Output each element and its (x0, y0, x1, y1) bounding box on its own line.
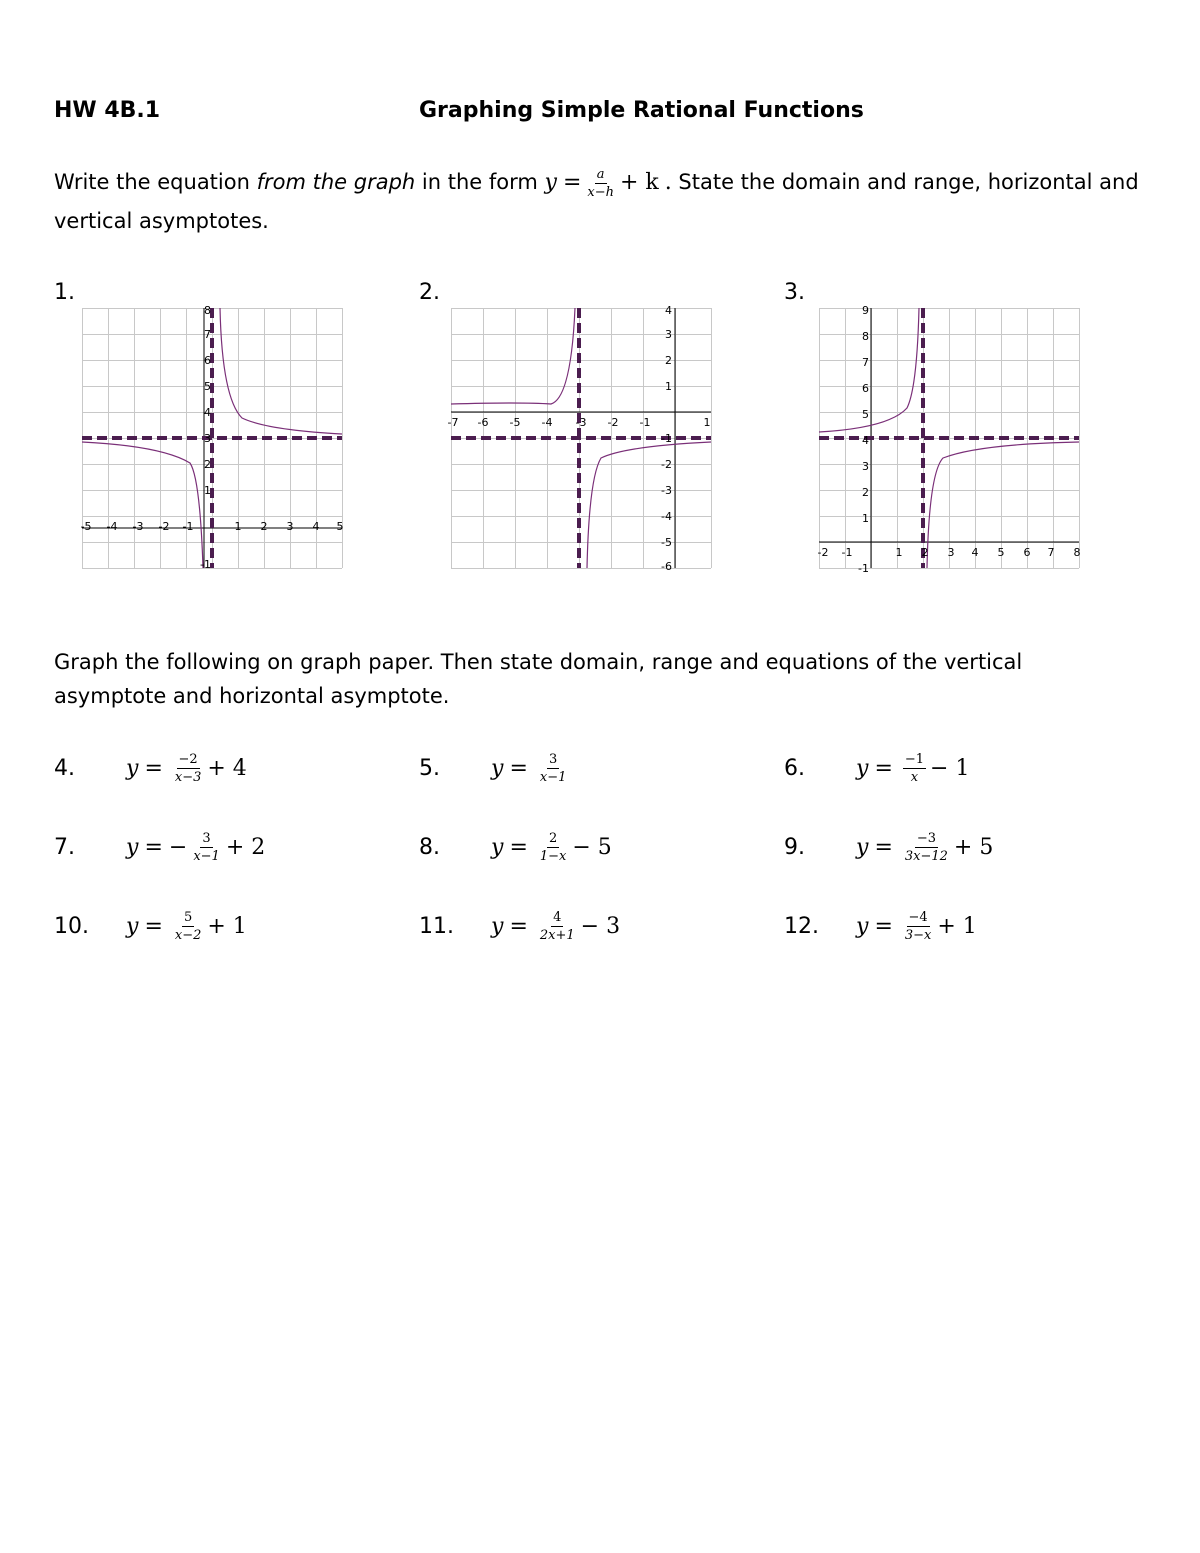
problem-10 (54, 906, 247, 946)
graph-3-ytick: 2 (862, 486, 869, 499)
eq-lhs: y (126, 913, 139, 939)
eq-sign: = (874, 913, 893, 939)
graph-3-label: 3. (784, 280, 805, 305)
graph-2-ytick: 4 (665, 304, 672, 317)
equation (491, 910, 620, 943)
problem-number: 6. (784, 755, 805, 781)
graph-1-label: 1. (54, 280, 75, 305)
eq-fraction (173, 752, 204, 785)
eq-fraction (191, 831, 222, 864)
graph-1-ytick: 8 (204, 304, 211, 317)
problem-12 (784, 906, 977, 946)
eq-tail: + 1 (937, 913, 977, 939)
problem-number: 9. (784, 834, 805, 860)
graph-1-curve-left (82, 442, 203, 568)
eq-fraction (538, 910, 577, 943)
graph-2-ytick: 1 (665, 380, 672, 393)
graph-3-xtick: 2 (921, 546, 929, 559)
equation (856, 910, 977, 943)
instr-text-2: in the form (415, 170, 545, 194)
eq-fraction (538, 752, 569, 785)
problem-9 (784, 827, 993, 867)
graph-1-ytick: 7 (204, 328, 211, 341)
formula-eq: = (562, 170, 582, 195)
formula-fraction (585, 167, 616, 200)
graph-1-ytick: 2 (204, 458, 211, 471)
graph-1-ytick: 6 (204, 354, 211, 367)
equation (856, 752, 969, 785)
eq-tail: − 1 (930, 755, 970, 781)
graph-2-ytick: -2 (661, 458, 672, 471)
eq-sign: = (509, 834, 528, 860)
graph-3-ytick: 6 (862, 382, 869, 395)
graph-3-xtick: 5 (997, 546, 1005, 559)
eq-sign: = (509, 913, 528, 939)
graph-2-xtick: -4 (541, 416, 553, 429)
graph-3-xtick: 4 (971, 546, 979, 559)
eq-sign: = (144, 913, 163, 939)
graph-3-ytick: 7 (862, 356, 869, 369)
equation (856, 831, 993, 864)
graph-1-xtick: 2 (260, 520, 268, 533)
graph-3-ytick: 8 (862, 330, 869, 343)
eq-tail: + 5 (953, 834, 994, 860)
eq-fraction (173, 910, 204, 943)
graph-1-xtick: -2 (158, 520, 170, 533)
problem-7 (54, 827, 265, 867)
instr-text-1: Write the equation (54, 170, 257, 194)
problem-number: 8. (419, 834, 440, 860)
graph-1-ytick: 5 (204, 380, 211, 393)
graph-3-xtick: -1 (841, 546, 853, 559)
eq-numerator: 3 (202, 830, 211, 846)
eq-sign: = (509, 755, 528, 781)
eq-lhs: y (491, 755, 504, 781)
eq-tail: + 1 (207, 913, 247, 939)
graph-1-ytick: 4 (204, 406, 211, 419)
eq-lhs: y (491, 834, 504, 860)
eq-numerator: −2 (178, 751, 198, 767)
eq-denominator: 3−x (904, 927, 932, 943)
problem-number: 7. (54, 834, 75, 860)
graph-3-ytick: 5 (862, 408, 869, 421)
page-title: Graphing Simple Rational Functions (419, 98, 864, 123)
eq-numerator: −4 (908, 909, 928, 925)
eq-sign: = (874, 834, 893, 860)
graph-2-ytick: -6 (661, 560, 672, 573)
graph-3-xtick: 6 (1023, 546, 1031, 559)
instr-text-3: State the domain and range, horizontal and vertical asymptotes. (54, 170, 1139, 233)
graph-2 (447, 304, 713, 573)
graph-1-xtick: -4 (106, 520, 118, 533)
eq-numerator: 4 (553, 909, 562, 925)
eq-tail: − 5 (572, 834, 612, 860)
graph-2-label: 2. (419, 280, 440, 305)
eq-lhs: y (126, 755, 139, 781)
equation (491, 831, 612, 864)
graph-3-ytick: -1 (858, 562, 869, 575)
graph-3 (817, 304, 1081, 575)
graph-3-ytick: 3 (862, 460, 869, 473)
problem-5 (419, 748, 572, 788)
eq-sign: = (144, 834, 163, 860)
problem-number: 5. (419, 755, 440, 781)
graph-1-xtick: -3 (132, 520, 144, 533)
problem-11 (419, 906, 620, 946)
equation (491, 752, 572, 785)
eq-denominator: 1−x (539, 848, 567, 864)
graph-3-xtick: 7 (1047, 546, 1055, 559)
graph-1-ytick: 3 (204, 432, 211, 445)
graph-1-xtick: 4 (312, 520, 320, 533)
eq-fraction (538, 831, 569, 864)
eq-fraction (903, 910, 934, 943)
graph-2-ytick: -5 (661, 536, 672, 549)
eq-denominator: x−1 (539, 769, 567, 785)
graph-2-xtick: -5 (509, 416, 521, 429)
formula-y: y (544, 170, 557, 195)
eq-denominator: x−2 (174, 927, 202, 943)
graph-1-xtick: 1 (234, 520, 242, 533)
graph-3-curve-left (819, 308, 919, 432)
eq-lhs: y (126, 834, 139, 860)
formula-numerator: a (596, 166, 605, 182)
instructions-graph-paper: Graph the following on graph paper. Then state domain, range and equations of the vertical asymptote and horizontal asymptote. (54, 650, 1023, 708)
graph-2-ytick: 3 (665, 328, 672, 341)
eq-denominator: x−3 (174, 769, 202, 785)
graph-1 (80, 304, 344, 571)
graph-2-curve-right (587, 442, 711, 568)
graph-3-xtick: 1 (895, 546, 903, 559)
eq-fraction (903, 831, 950, 864)
formula-dot: . (664, 170, 672, 195)
problem-number: 11. (419, 913, 454, 939)
formula-tail: + k (619, 170, 659, 195)
eq-numerator: 5 (183, 909, 193, 925)
graph-2-xtick: -1 (639, 416, 651, 429)
graph-1-xtick: -5 (80, 520, 92, 533)
instr-italic: from the graph (256, 170, 416, 194)
graph-2-xtick: -7 (447, 416, 459, 429)
eq-prefix: − (168, 834, 188, 860)
graph-1-ytick: -1 (200, 558, 211, 571)
graph-2-ytick: -3 (661, 484, 672, 497)
equation (126, 752, 247, 785)
equation (126, 831, 265, 864)
assignment-code: HW 4B.1 (54, 98, 161, 123)
graph-3-xtick: 3 (947, 546, 955, 559)
problem-number: 10. (54, 913, 89, 939)
eq-denominator: 3x−12 (904, 848, 948, 864)
eq-lhs: y (856, 755, 869, 781)
graph-1-xtick: 5 (336, 520, 344, 533)
graph-2-ytick: -4 (661, 510, 672, 523)
problem-number: 12. (784, 913, 819, 939)
eq-lhs: y (856, 834, 869, 860)
eq-fraction (903, 752, 926, 785)
graph-3-xtick: 8 (1073, 546, 1081, 559)
problem-8 (419, 827, 612, 867)
form-formula (545, 164, 672, 202)
graph-2-curve-left (451, 308, 575, 404)
graph-3-ytick: 4 (862, 434, 869, 447)
graph-2-xtick: 1 (703, 416, 711, 429)
instructions-graph (54, 163, 1164, 240)
graph-2-xtick: -2 (607, 416, 619, 429)
eq-tail: + 2 (225, 834, 266, 860)
eq-numerator: −1 (904, 751, 925, 767)
eq-sign: = (874, 755, 893, 781)
eq-numerator: 2 (548, 830, 558, 846)
eq-tail: + 4 (207, 755, 247, 781)
graph-1-xtick: 3 (286, 520, 294, 533)
eq-lhs: y (491, 913, 504, 939)
eq-sign: = (144, 755, 163, 781)
eq-lhs: y (856, 913, 869, 939)
problem-6 (784, 748, 969, 788)
graph-3-ytick: 1 (862, 512, 869, 525)
problem-4 (54, 748, 247, 788)
eq-numerator: −3 (916, 830, 936, 846)
graph-3-ytick: 9 (862, 304, 869, 317)
formula-denominator: x−h (587, 184, 614, 200)
graph-2-ytick: 2 (665, 354, 672, 367)
graph-2-xtick: -3 (575, 416, 587, 429)
graph-1-xtick: -1 (182, 520, 194, 533)
problem-number: 4. (54, 755, 75, 781)
graph-2-xtick: -6 (477, 416, 489, 429)
eq-denominator: x (910, 769, 919, 785)
eq-denominator: x−1 (193, 848, 220, 864)
graph-3-xtick: -2 (817, 546, 829, 559)
graph-2-ytick: -1 (661, 432, 672, 445)
eq-numerator: 3 (548, 751, 558, 767)
eq-tail: − 3 (580, 913, 621, 939)
equation (126, 910, 247, 943)
graph-1-ytick: 1 (204, 484, 211, 497)
eq-denominator: 2x+1 (539, 927, 575, 943)
